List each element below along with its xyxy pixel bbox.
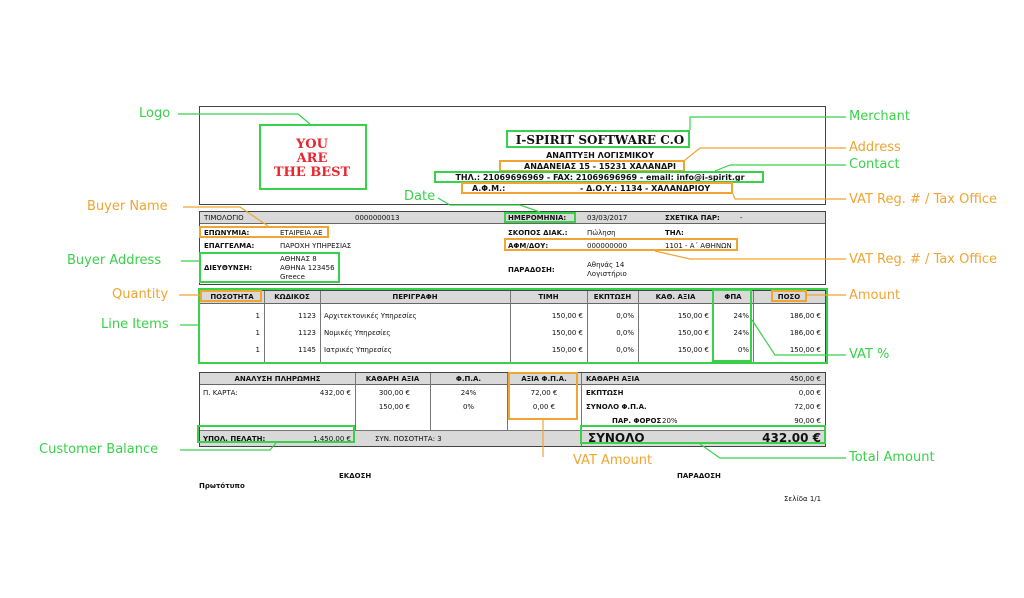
- col-header-desc: ΠΕΡΙΓΡΑΦΗ: [392, 293, 438, 301]
- vat-row-amount: 0,00 €: [532, 403, 556, 411]
- annot-label-buyer-address: Buyer Address: [67, 253, 162, 268]
- doc-type: ΤΙΜΟΛΟΓΙΟ: [204, 214, 244, 222]
- annot-label-quantity: Quantity: [112, 287, 169, 302]
- buyer-profession-label: ΕΠΑΓΓΕΛΜΑ:: [204, 242, 255, 250]
- row-desc: Νομικές Υπηρεσίες: [324, 329, 391, 337]
- annot-label-merchant: Merchant: [849, 109, 910, 124]
- purpose-value: Πώληση: [587, 229, 616, 237]
- annot-label-vat-tax-1: VAT Reg. # / Tax Office: [849, 192, 998, 207]
- vat-row-net: 150,00 €: [378, 403, 410, 411]
- grand-total-label: ΣΥΝΟΛΟ: [588, 431, 645, 445]
- buyer-vat-label: ΑΦΜ/ΔΟΥ:: [508, 242, 549, 250]
- company-name: I-SPIRIT SOFTWARE C.O: [515, 133, 685, 147]
- row-vat: 0%: [737, 346, 749, 354]
- delivery-line-2: Λογιστήριο: [587, 270, 627, 278]
- totals-vat-value: 72,00 €: [794, 403, 821, 411]
- logo-line-3: THE BEST: [273, 165, 351, 180]
- col-header-net: ΚΑΘ. ΑΞΙΑ: [655, 293, 696, 301]
- payment-method-amount: 432,00 €: [319, 389, 351, 397]
- row-qty: 1: [255, 346, 260, 354]
- row-amount: 150,00 €: [789, 346, 821, 354]
- annot-label-vat-amount: VAT Amount: [573, 453, 653, 468]
- company-vat-label: Α.Φ.Μ.:: [472, 184, 506, 193]
- annot-label-customer-balance: Customer Balance: [39, 442, 159, 457]
- row-amount: 186,00 €: [789, 329, 821, 337]
- row-price: 150,00 €: [551, 312, 583, 320]
- balance-value: 1.450,00 €: [313, 435, 351, 443]
- buyer-name-label: ΕΠΩΝΥΜΙΑ:: [204, 229, 250, 237]
- col-header-discount: ΕΚΠΤΩΣΗ: [593, 293, 632, 301]
- vat-row-net: 300,00 €: [378, 389, 410, 397]
- annot-label-vat-percent: VAT %: [849, 347, 890, 362]
- buyer-address-line-1: ΑΘΗΝΑΣ 8: [280, 255, 317, 263]
- row-amount: 186,00 €: [789, 312, 821, 320]
- annot-label-date: Date: [404, 189, 436, 204]
- col-header-price: ΤΙΜΗ: [538, 293, 559, 301]
- row-discount: 0,0%: [616, 346, 634, 354]
- logo-line-2: ARE: [296, 151, 328, 166]
- row-desc: Αρχιτεκτονικές Υπηρεσίες: [324, 312, 417, 320]
- withholding-value: 90,00 €: [794, 417, 821, 425]
- footer-original: Πρωτότυπο: [199, 482, 245, 490]
- annot-label-total-amount: Total Amount: [849, 450, 935, 465]
- row-net: 150,00 €: [677, 346, 709, 354]
- annot-label-amount: Amount: [849, 288, 901, 303]
- footer-page: Σελίδα 1/1: [784, 495, 822, 503]
- date-label: ΗΜΕΡΟΜΗΝΙΑ:: [508, 214, 567, 222]
- row-price: 150,00 €: [551, 346, 583, 354]
- row-desc: Ιατρικές Υπηρεσίες: [324, 346, 392, 354]
- company-subtitle: ΑΝΑΠΤΥΞΗ ΛΟΓΙΣΜΙΚΟΥ: [546, 151, 654, 160]
- buyer-address-label: ΔΙΕΥΘΥΝΣΗ:: [204, 264, 253, 272]
- annot-label-contact: Contact: [849, 157, 900, 172]
- col-header-amount: ΠΟΣΟ: [777, 293, 801, 301]
- row-price: 150,00 €: [551, 329, 583, 337]
- col-header-qty: ΠΟΣΟΤΗΤΑ: [210, 293, 254, 301]
- withholding-rate: 20%: [662, 417, 678, 425]
- row-vat: 24%: [733, 312, 749, 320]
- vat-row-rate: 24%: [460, 389, 477, 397]
- related-label: ΣΧΕΤΙΚΑ ΠΑΡ:: [665, 214, 720, 222]
- row-vat: 24%: [733, 329, 749, 337]
- annot-label-logo: Logo: [139, 106, 171, 121]
- buyer-tax-office: 1101 - Α΄ ΑΘΗΝΩΝ: [665, 242, 732, 250]
- buyer-name-value: ΕΤΑΙΡΕΙΑ ΑΕ: [280, 229, 323, 237]
- company-contact: ΤΗΛ.: 21069696969 - FAX: 21069696969 - email: info@i-spirit.gr: [455, 173, 745, 182]
- buyer-profession-value: ΠΑΡΟΧΗ ΥΠΗΡΕΣΙΑΣ: [280, 242, 352, 250]
- logo-line-1: YOU: [296, 137, 328, 152]
- footer-delivery: ΠΑΡΑΔΟΣΗ: [677, 472, 721, 480]
- vat-header-net: ΚΑΘΑΡΗ ΑΞΙΑ: [365, 375, 420, 383]
- related-value: -: [740, 214, 743, 222]
- footer-issue: ΕΚΔΟΣΗ: [339, 472, 372, 480]
- totals-discount-value: 0,00 €: [798, 389, 821, 397]
- balance-label: ΥΠΟΛ. ΠΕΛΑΤΗ:: [203, 435, 266, 443]
- totals-net-label: ΚΑΘΑΡΗ ΑΞΙΑ: [586, 375, 640, 383]
- phone-label: ΤΗΛ:: [665, 229, 684, 237]
- annot-label-vat-tax-2: VAT Reg. # / Tax Office: [849, 252, 998, 267]
- total-qty: ΣΥΝ. ΠΟΣΟΤΗΤΑ: 3: [375, 435, 442, 443]
- delivery-label: ΠΑΡΑΔΟΣΗ:: [508, 266, 555, 274]
- company-address: ΑΝΔΑΝΕΙΑΣ 15 - 15231 ΧΑΛΑΝΔΡΙ: [524, 162, 676, 171]
- vat-header-rate: Φ.Π.Α.: [455, 375, 482, 383]
- buyer-address-line-3: Greece: [280, 273, 305, 281]
- row-code: 1145: [298, 346, 316, 354]
- row-discount: 0,0%: [616, 312, 634, 320]
- purpose-label: ΣΚΟΠΟΣ ΔΙΑΚ.:: [508, 229, 568, 237]
- row-discount: 0,0%: [616, 329, 634, 337]
- row-net: 150,00 €: [677, 312, 709, 320]
- payment-method: Π. ΚΑΡΤΑ:: [203, 389, 238, 397]
- col-header-vat: ΦΠΑ: [724, 293, 742, 301]
- payment-analysis-label: ΑΝΑΛΥΣΗ ΠΛΗΡΩΜΗΣ: [234, 375, 321, 383]
- row-code: 1123: [298, 329, 316, 337]
- annot-label-buyer-name: Buyer Name: [87, 199, 168, 214]
- buyer-vat-value: 000000000: [587, 242, 628, 250]
- annot-label-line-items: Line Items: [101, 317, 169, 332]
- row-qty: 1: [255, 312, 260, 320]
- row-qty: 1: [255, 329, 260, 337]
- date-value: 03/03/2017: [587, 214, 628, 222]
- totals-vat-label: ΣΥΝΟΛΟ Φ.Π.Α.: [586, 403, 647, 411]
- vat-header-amount: ΑΞΙΑ Φ.Π.Α.: [521, 375, 567, 383]
- delivery-line-1: Αθηνάς 14: [587, 261, 625, 269]
- row-net: 150,00 €: [677, 329, 709, 337]
- totals-discount-label: ΕΚΠΤΩΣΗ: [586, 389, 624, 397]
- vat-row-amount: 72,00 €: [530, 389, 558, 397]
- buyer-address-line-2: ΑΘΗΝΑ 123456: [280, 264, 335, 272]
- vat-row-rate: 0%: [462, 403, 475, 411]
- annot-label-address: Address: [849, 140, 901, 155]
- grand-total-value: 432,00 €: [762, 431, 821, 445]
- totals-net-value: 450,00 €: [789, 375, 821, 383]
- company-tax-office: - Δ.Ο.Υ.: 1134 - ΧΑΛΑΝΔΡΙΟΥ: [580, 184, 711, 193]
- doc-number: 0000000013: [355, 214, 400, 222]
- row-code: 1123: [298, 312, 316, 320]
- withholding-label: ΠΑΡ. ΦΟΡΟΣ: [612, 417, 662, 425]
- col-header-code: ΚΩΔΙΚΟΣ: [274, 293, 310, 301]
